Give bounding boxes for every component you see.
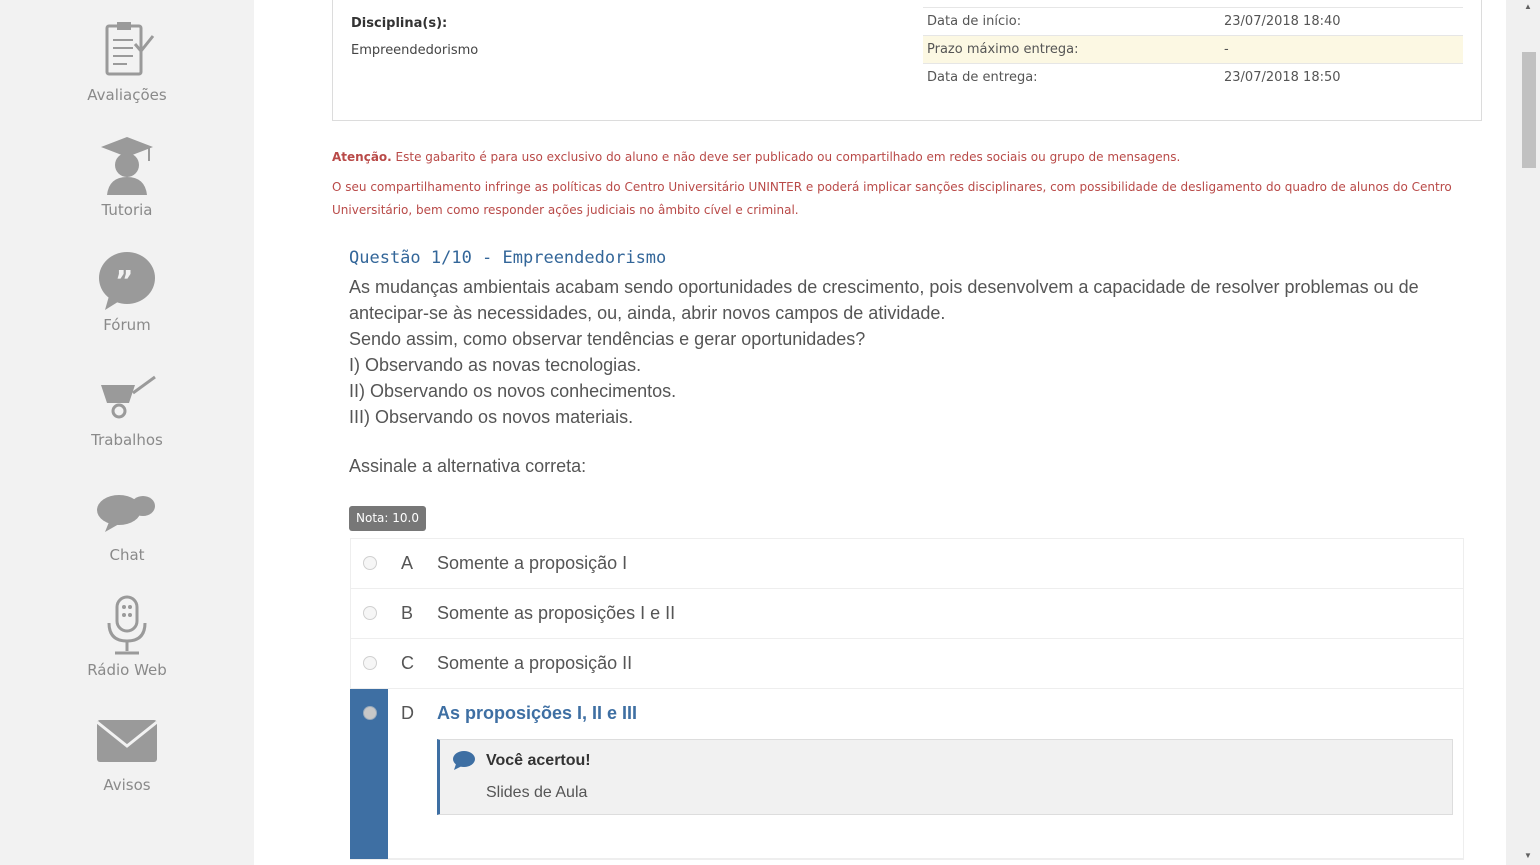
scroll-down-arrow-icon[interactable]: ▼ <box>1524 851 1532 860</box>
option-letter: A <box>401 553 414 573</box>
sidebar-label-forum: Fórum <box>103 316 151 334</box>
discipline-label: Disciplina(s): <box>351 16 448 31</box>
envelope-icon <box>95 708 159 772</box>
option-letter: D <box>401 703 414 723</box>
assessment-info-box <box>332 0 1482 121</box>
chat-bubbles-icon <box>95 478 159 542</box>
sidebar <box>0 0 254 865</box>
svg-text:”: ” <box>115 264 134 297</box>
sidebar-item-trabalhos[interactable] <box>0 363 254 449</box>
sidebar-label-tutoria: Tutoria <box>101 201 153 219</box>
info-key: Data de início: <box>927 14 1022 29</box>
wheelbarrow-icon <box>95 363 159 427</box>
sidebar-label-radio-web: Rádio Web <box>87 661 167 679</box>
feedback-box <box>437 739 1453 815</box>
question-line: Sendo assim, como observar tendências e gerar oportunidades? <box>349 329 866 349</box>
warning-line-1 <box>332 146 1472 169</box>
warning-strong: Atenção. <box>332 150 392 164</box>
graduate-tutor-icon <box>95 133 159 197</box>
info-key: Data de entrega: <box>927 70 1038 85</box>
info-key: Prazo máximo entrega: <box>927 42 1079 57</box>
main-content <box>254 0 1506 865</box>
discipline-value: Empreendedorismo <box>351 43 479 58</box>
sidebar-item-avisos[interactable] <box>0 708 254 794</box>
answer-options <box>350 538 1464 860</box>
option-a[interactable] <box>351 539 1463 589</box>
sidebar-label-avaliacoes: Avaliações <box>87 86 167 104</box>
option-c[interactable] <box>351 639 1463 689</box>
option-letter: C <box>401 653 414 673</box>
option-text: Somente a proposição I <box>437 553 628 573</box>
sidebar-label-chat: Chat <box>109 546 145 564</box>
question-line: As mudanças ambientais acabam sendo oportunidades de crescimento, pois desenvolvem a capacidade de resolver problemas ou de antecipar-se às necessidades, ou, ainda, abrir novos campos de atividade. <box>349 277 1419 323</box>
grade-badge: Nota: 10.0 <box>349 506 426 531</box>
question-line: I) Observando as novas tecnologias. <box>349 355 642 375</box>
feedback-title: Você acertou! <box>486 752 591 769</box>
clipboard-checklist-icon <box>95 18 159 82</box>
warning-line-2: O seu compartilhamento infringe as políticas do Centro Universitário UNINTER e poderá implicar sanções disciplinares, com possibilidade de desligamento do quadro de alunos do Centro Universitário, bem como responder ações judiciais no âmbito cível e criminal. <box>332 180 1452 217</box>
warning-text-1: Este gabarito é para uso exclusivo do aluno e não deve ser publicado ou compartilhado em redes sociais ou grupo de mensagens. <box>391 150 1181 164</box>
question-instruction: Assinale a alternativa correta: <box>349 456 587 476</box>
option-text: As proposições I, II e III <box>437 703 638 723</box>
info-value: - <box>1224 42 1229 57</box>
option-d-selected[interactable] <box>351 689 1463 859</box>
info-row-deadline <box>923 35 1463 63</box>
sidebar-item-chat[interactable] <box>0 478 254 564</box>
microphone-icon <box>95 593 159 657</box>
info-row-delivery <box>923 63 1463 91</box>
question-line: II) Observando os novos conhecimentos. <box>349 381 677 401</box>
comment-icon <box>452 750 476 770</box>
radio-button[interactable] <box>363 556 377 570</box>
option-letter: B <box>401 603 414 623</box>
sidebar-item-radio-web[interactable] <box>0 593 254 679</box>
radio-button[interactable] <box>363 606 377 620</box>
info-value: 23/07/2018 18:40 <box>1224 14 1341 29</box>
radio-button-selected[interactable] <box>363 706 377 720</box>
feedback-text: Slides de Aula <box>486 784 588 801</box>
sidebar-item-avaliacoes[interactable] <box>0 18 254 104</box>
info-row-start <box>923 7 1463 35</box>
sidebar-item-forum[interactable] <box>0 248 254 334</box>
option-b[interactable] <box>351 589 1463 639</box>
question-body <box>349 274 1469 430</box>
question-title: Questão 1/10 - Empreendedorismo <box>349 248 667 268</box>
sidebar-item-tutoria[interactable] <box>0 133 254 219</box>
sidebar-label-avisos: Avisos <box>103 776 151 794</box>
quote-bubble-icon <box>95 248 159 312</box>
info-value: 23/07/2018 18:50 <box>1224 70 1341 85</box>
vertical-scrollbar[interactable] <box>1506 0 1540 865</box>
question-line: III) Observando os novos materiais. <box>349 407 634 427</box>
sidebar-label-trabalhos: Trabalhos <box>91 431 163 449</box>
radio-button[interactable] <box>363 656 377 670</box>
scroll-up-arrow-icon[interactable]: ▲ <box>1524 2 1532 11</box>
option-text: Somente a proposição II <box>437 653 633 673</box>
option-text: Somente as proposições I e II <box>437 603 676 623</box>
scrollbar-thumb[interactable] <box>1522 52 1536 168</box>
